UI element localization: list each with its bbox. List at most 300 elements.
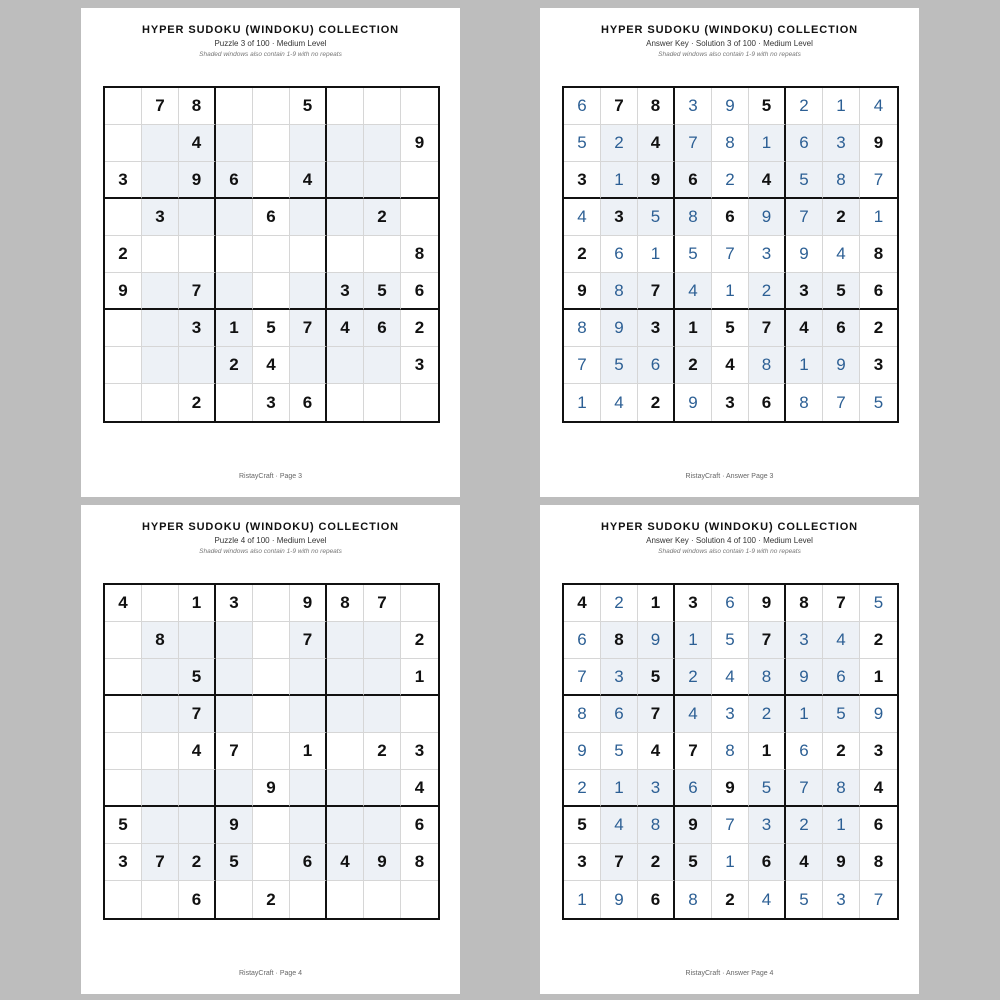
sudoku-cell: 6 xyxy=(290,384,327,421)
sudoku-cell: 7 xyxy=(142,88,179,125)
page-subtitle: Puzzle 3 of 100 · Medium Level xyxy=(214,39,327,48)
sudoku-cell: 5 xyxy=(749,770,786,807)
sudoku-cell xyxy=(253,807,290,844)
sudoku-cell xyxy=(253,622,290,659)
sudoku-cell: 9 xyxy=(638,162,675,199)
sudoku-cell xyxy=(327,199,364,236)
sudoku-cell xyxy=(253,125,290,162)
sudoku-cell xyxy=(364,347,401,384)
sudoku-cell: 9 xyxy=(860,696,897,733)
sudoku-cell xyxy=(216,88,253,125)
sudoku-cell: 6 xyxy=(712,199,749,236)
sudoku-cell: 3 xyxy=(638,770,675,807)
sudoku-cell: 2 xyxy=(638,844,675,881)
page-title: HYPER SUDOKU (WINDOKU) COLLECTION xyxy=(600,521,859,533)
sudoku-cell xyxy=(253,844,290,881)
sudoku-cell: 6 xyxy=(860,807,897,844)
sudoku-cell: 1 xyxy=(564,384,601,421)
sudoku-cell: 7 xyxy=(638,273,675,310)
sudoku-cell: 9 xyxy=(823,844,860,881)
sudoku-cell: 3 xyxy=(638,310,675,347)
sudoku-cell: 8 xyxy=(749,347,786,384)
sudoku-cell: 2 xyxy=(364,733,401,770)
sudoku-cell: 1 xyxy=(290,733,327,770)
sudoku-cell xyxy=(327,347,364,384)
sudoku-cell: 1 xyxy=(749,733,786,770)
sudoku-cell: 2 xyxy=(749,696,786,733)
sudoku-cell xyxy=(253,659,290,696)
page-note: Shaded windows also contain 1-9 with no repeats xyxy=(199,548,342,555)
sudoku-cell: 6 xyxy=(564,622,601,659)
sudoku-cell xyxy=(253,696,290,733)
sudoku-cell xyxy=(290,807,327,844)
sudoku-cell: 2 xyxy=(860,622,897,659)
sudoku-cell xyxy=(216,236,253,273)
puzzle-page-3 xyxy=(81,8,460,497)
sudoku-cell: 3 xyxy=(105,162,142,199)
sudoku-cell: 7 xyxy=(364,585,401,622)
sudoku-cell xyxy=(327,733,364,770)
sudoku-cell: 4 xyxy=(105,585,142,622)
sudoku-cell xyxy=(179,622,216,659)
sudoku-cell xyxy=(253,273,290,310)
sudoku-cell: 5 xyxy=(860,384,897,421)
sudoku-cell: 8 xyxy=(823,770,860,807)
sudoku-cell xyxy=(327,659,364,696)
sudoku-cell: 2 xyxy=(401,310,438,347)
sudoku-cell: 6 xyxy=(860,273,897,310)
answer-page-4 xyxy=(540,505,919,994)
sudoku-cell: 9 xyxy=(749,199,786,236)
sudoku-cell: 7 xyxy=(142,844,179,881)
sudoku-cell: 8 xyxy=(601,622,638,659)
sudoku-cell xyxy=(105,881,142,918)
sudoku-cell: 6 xyxy=(179,881,216,918)
sudoku-cell: 7 xyxy=(564,347,601,384)
sudoku-cell xyxy=(142,659,179,696)
sudoku-cell: 1 xyxy=(712,844,749,881)
sudoku-cell: 3 xyxy=(823,125,860,162)
sudoku-cell: 3 xyxy=(786,622,823,659)
sudoku-cell: 8 xyxy=(401,236,438,273)
sudoku-cell: 5 xyxy=(601,733,638,770)
sudoku-cell xyxy=(216,199,253,236)
sudoku-cell xyxy=(290,770,327,807)
sudoku-cell xyxy=(142,733,179,770)
sudoku-cell xyxy=(364,770,401,807)
sudoku-cell: 2 xyxy=(601,125,638,162)
sudoku-cell xyxy=(105,696,142,733)
sudoku-cell: 9 xyxy=(364,844,401,881)
sudoku-cell xyxy=(290,273,327,310)
sudoku-cell: 6 xyxy=(638,881,675,918)
sudoku-cell: 5 xyxy=(675,844,712,881)
sudoku-cell: 3 xyxy=(601,199,638,236)
sudoku-cell: 2 xyxy=(253,881,290,918)
sudoku-cell: 9 xyxy=(179,162,216,199)
sudoku-cell: 2 xyxy=(638,384,675,421)
sudoku-cell xyxy=(364,384,401,421)
sudoku-cell: 1 xyxy=(786,347,823,384)
sudoku-cell: 5 xyxy=(823,273,860,310)
sudoku-cell: 7 xyxy=(564,659,601,696)
sudoku-cell: 6 xyxy=(216,162,253,199)
sudoku-cell: 5 xyxy=(675,236,712,273)
sudoku-cell xyxy=(179,199,216,236)
sudoku-cell: 8 xyxy=(860,236,897,273)
sudoku-cell: 9 xyxy=(638,622,675,659)
sudoku-cell: 1 xyxy=(675,310,712,347)
page-subtitle: Answer Key · Solution 3 of 100 · Medium Level xyxy=(646,39,813,48)
sudoku-cell xyxy=(105,347,142,384)
sudoku-cell xyxy=(105,770,142,807)
sudoku-cell: 4 xyxy=(564,199,601,236)
sudoku-cell: 3 xyxy=(253,384,290,421)
sudoku-cell: 8 xyxy=(401,844,438,881)
sudoku-cell: 1 xyxy=(860,199,897,236)
sudoku-cell: 3 xyxy=(179,310,216,347)
sudoku-cell: 2 xyxy=(712,162,749,199)
sudoku-cell: 5 xyxy=(786,162,823,199)
sudoku-cell: 7 xyxy=(860,881,897,918)
sudoku-cell: 3 xyxy=(860,733,897,770)
page-footer: RistayCraft · Page 3 xyxy=(238,473,303,480)
sudoku-cell: 8 xyxy=(749,659,786,696)
sudoku-cell: 5 xyxy=(253,310,290,347)
sudoku-cell: 2 xyxy=(823,199,860,236)
sudoku-cell xyxy=(327,88,364,125)
sudoku-cell: 5 xyxy=(638,199,675,236)
page-footer: RistayCraft · Answer Page 4 xyxy=(685,970,774,977)
sudoku-cell xyxy=(142,162,179,199)
sudoku-cell xyxy=(105,125,142,162)
sudoku-cell: 5 xyxy=(823,696,860,733)
sudoku-cell: 9 xyxy=(712,770,749,807)
sudoku-cell xyxy=(105,199,142,236)
sudoku-cell: 1 xyxy=(638,236,675,273)
sudoku-cell xyxy=(327,384,364,421)
sudoku-cell: 9 xyxy=(675,807,712,844)
sudoku-cell: 5 xyxy=(712,622,749,659)
sudoku-cell: 1 xyxy=(601,162,638,199)
sudoku-cell: 7 xyxy=(675,733,712,770)
sudoku-cell xyxy=(253,88,290,125)
sudoku-cell: 4 xyxy=(749,881,786,918)
sudoku-cell xyxy=(142,881,179,918)
sudoku-cell: 4 xyxy=(712,347,749,384)
sudoku-cell: 4 xyxy=(823,622,860,659)
sudoku-cell xyxy=(253,733,290,770)
sudoku-cell: 8 xyxy=(564,696,601,733)
sudoku-cell: 2 xyxy=(675,347,712,384)
sudoku-cell xyxy=(401,585,438,622)
sudoku-cell xyxy=(105,310,142,347)
sudoku-cell: 4 xyxy=(638,733,675,770)
sudoku-cell: 5 xyxy=(290,88,327,125)
sudoku-cell: 8 xyxy=(564,310,601,347)
sudoku-cell xyxy=(142,310,179,347)
sudoku-cell xyxy=(253,162,290,199)
sudoku-cell xyxy=(327,162,364,199)
sudoku-cell xyxy=(216,125,253,162)
sudoku-cell: 9 xyxy=(401,125,438,162)
sudoku-cell: 3 xyxy=(401,733,438,770)
sudoku-cell: 8 xyxy=(675,199,712,236)
sudoku-cell: 1 xyxy=(675,622,712,659)
sudoku-cell: 6 xyxy=(823,310,860,347)
sudoku-cell: 5 xyxy=(638,659,675,696)
sudoku-cell: 2 xyxy=(860,310,897,347)
sudoku-cell xyxy=(216,881,253,918)
sudoku-cell: 3 xyxy=(749,236,786,273)
sudoku-cell: 9 xyxy=(786,236,823,273)
sudoku-cell xyxy=(142,384,179,421)
sudoku-cell xyxy=(142,236,179,273)
sudoku-cell: 6 xyxy=(253,199,290,236)
sudoku-cell: 8 xyxy=(638,88,675,125)
sudoku-cell: 1 xyxy=(401,659,438,696)
sudoku-cell: 4 xyxy=(327,310,364,347)
sudoku-cell: 4 xyxy=(675,273,712,310)
sudoku-cell xyxy=(179,770,216,807)
sudoku-cell xyxy=(401,199,438,236)
sudoku-cell: 3 xyxy=(860,347,897,384)
sudoku-cell: 6 xyxy=(364,310,401,347)
sudoku-cell xyxy=(327,125,364,162)
sudoku-cell: 3 xyxy=(675,88,712,125)
sudoku-cell xyxy=(290,696,327,733)
sudoku-cell: 8 xyxy=(327,585,364,622)
page-title: HYPER SUDOKU (WINDOKU) COLLECTION xyxy=(141,521,400,533)
sudoku-cell: 8 xyxy=(638,807,675,844)
sudoku-cell: 7 xyxy=(749,310,786,347)
sudoku-cell xyxy=(327,881,364,918)
sudoku-cell: 1 xyxy=(786,696,823,733)
sudoku-cell: 2 xyxy=(786,807,823,844)
sudoku-cell: 7 xyxy=(290,622,327,659)
sudoku-cell: 7 xyxy=(675,125,712,162)
sudoku-cell xyxy=(364,125,401,162)
page-note: Shaded windows also contain 1-9 with no repeats xyxy=(658,548,801,555)
sudoku-cell: 4 xyxy=(675,696,712,733)
sudoku-cell: 6 xyxy=(749,844,786,881)
sudoku-cell xyxy=(401,162,438,199)
sudoku-cell: 6 xyxy=(675,770,712,807)
sudoku-cell: 4 xyxy=(401,770,438,807)
sudoku-cell: 5 xyxy=(364,273,401,310)
sudoku-cell: 9 xyxy=(786,659,823,696)
sudoku-cell xyxy=(253,236,290,273)
sudoku-cell xyxy=(105,733,142,770)
sudoku-cell: 2 xyxy=(105,236,142,273)
sudoku-cell: 5 xyxy=(786,881,823,918)
sudoku-cell xyxy=(142,696,179,733)
sudoku-cell xyxy=(290,347,327,384)
sudoku-cell: 2 xyxy=(179,844,216,881)
sudoku-cell: 3 xyxy=(327,273,364,310)
sudoku-cell xyxy=(364,659,401,696)
sudoku-cell: 4 xyxy=(253,347,290,384)
sudoku-cell: 4 xyxy=(564,585,601,622)
sudoku-cell: 7 xyxy=(712,236,749,273)
sudoku-cell: 1 xyxy=(638,585,675,622)
sudoku-cell: 6 xyxy=(749,384,786,421)
sudoku-cell xyxy=(142,273,179,310)
sudoku-cell: 1 xyxy=(564,881,601,918)
sudoku-cell: 8 xyxy=(786,585,823,622)
sudoku-cell: 2 xyxy=(179,384,216,421)
sudoku-cell: 3 xyxy=(675,585,712,622)
sudoku-cell: 5 xyxy=(601,347,638,384)
sudoku-cell xyxy=(327,622,364,659)
sudoku-cell xyxy=(290,199,327,236)
sudoku-cell: 5 xyxy=(105,807,142,844)
page-note: Shaded windows also contain 1-9 with no repeats xyxy=(658,51,801,58)
sudoku-cell: 3 xyxy=(823,881,860,918)
sudoku-cell: 6 xyxy=(823,659,860,696)
sudoku-cell: 1 xyxy=(823,88,860,125)
sudoku-cell: 6 xyxy=(401,807,438,844)
page-subtitle: Puzzle 4 of 100 · Medium Level xyxy=(214,536,327,545)
sudoku-cell xyxy=(364,88,401,125)
sudoku-cell xyxy=(401,384,438,421)
sudoku-cell: 4 xyxy=(290,162,327,199)
sudoku-cell xyxy=(327,236,364,273)
sudoku-cell: 6 xyxy=(638,347,675,384)
sudoku-cell xyxy=(290,236,327,273)
sudoku-cell: 2 xyxy=(675,659,712,696)
sudoku-cell: 9 xyxy=(290,585,327,622)
sudoku-cell: 4 xyxy=(179,733,216,770)
sudoku-cell xyxy=(327,770,364,807)
answer-page-3 xyxy=(540,8,919,497)
sudoku-cell xyxy=(364,162,401,199)
sudoku-cell xyxy=(179,236,216,273)
sudoku-cell: 1 xyxy=(601,770,638,807)
sudoku-cell xyxy=(142,125,179,162)
sudoku-cell: 8 xyxy=(860,844,897,881)
sudoku-cell: 2 xyxy=(564,236,601,273)
sudoku-cell xyxy=(364,236,401,273)
sudoku-cell: 4 xyxy=(712,659,749,696)
sudoku-cell xyxy=(327,807,364,844)
sudoku-cell: 6 xyxy=(786,125,823,162)
sudoku-cell: 2 xyxy=(601,585,638,622)
sudoku-cell: 4 xyxy=(601,807,638,844)
sudoku-cell xyxy=(179,807,216,844)
sudoku-cell: 9 xyxy=(601,310,638,347)
sudoku-cell: 6 xyxy=(601,236,638,273)
sudoku-cell: 7 xyxy=(749,622,786,659)
sudoku-cell xyxy=(142,347,179,384)
sudoku-cell: 3 xyxy=(401,347,438,384)
sudoku-cell: 2 xyxy=(786,88,823,125)
sudoku-cell: 7 xyxy=(216,733,253,770)
sudoku-cell: 2 xyxy=(823,733,860,770)
sudoku-cell: 6 xyxy=(401,273,438,310)
sudoku-cell: 7 xyxy=(712,807,749,844)
sudoku-cell: 4 xyxy=(786,844,823,881)
sudoku-cell: 8 xyxy=(179,88,216,125)
sudoku-cell xyxy=(327,696,364,733)
sudoku-cell xyxy=(253,585,290,622)
sudoku-cell: 8 xyxy=(712,733,749,770)
sudoku-cell: 7 xyxy=(823,585,860,622)
sudoku-cell: 3 xyxy=(712,384,749,421)
sudoku-cell xyxy=(105,88,142,125)
sudoku-cell: 4 xyxy=(327,844,364,881)
sudoku-cell: 8 xyxy=(142,622,179,659)
sudoku-cell: 3 xyxy=(142,199,179,236)
sudoku-cell: 2 xyxy=(564,770,601,807)
sudoku-grid xyxy=(103,86,440,423)
sudoku-cell: 7 xyxy=(179,696,216,733)
sudoku-cell: 5 xyxy=(564,807,601,844)
sudoku-cell xyxy=(401,88,438,125)
sudoku-cell: 1 xyxy=(216,310,253,347)
sudoku-cell: 5 xyxy=(749,88,786,125)
page-footer: RistayCraft · Page 4 xyxy=(238,970,303,977)
sudoku-cell: 3 xyxy=(601,659,638,696)
sudoku-cell: 2 xyxy=(216,347,253,384)
sudoku-cell: 4 xyxy=(860,88,897,125)
sudoku-cell: 9 xyxy=(712,88,749,125)
sudoku-cell xyxy=(364,807,401,844)
sudoku-cell: 9 xyxy=(675,384,712,421)
sudoku-cell: 6 xyxy=(675,162,712,199)
page-title: HYPER SUDOKU (WINDOKU) COLLECTION xyxy=(600,24,859,36)
sudoku-cell: 7 xyxy=(786,199,823,236)
puzzle-page-4 xyxy=(81,505,460,994)
sudoku-cell: 5 xyxy=(216,844,253,881)
sudoku-cell: 8 xyxy=(601,273,638,310)
sudoku-cell: 7 xyxy=(860,162,897,199)
sudoku-cell: 7 xyxy=(179,273,216,310)
sudoku-cell: 9 xyxy=(216,807,253,844)
sudoku-cell: 6 xyxy=(601,696,638,733)
sudoku-cell xyxy=(290,881,327,918)
sudoku-cell xyxy=(179,347,216,384)
sudoku-cell: 2 xyxy=(712,881,749,918)
sudoku-cell xyxy=(105,659,142,696)
sudoku-grid xyxy=(562,86,899,423)
sudoku-cell: 3 xyxy=(786,273,823,310)
sudoku-cell: 9 xyxy=(564,273,601,310)
sudoku-cell: 7 xyxy=(786,770,823,807)
sudoku-cell xyxy=(216,273,253,310)
sudoku-cell xyxy=(142,807,179,844)
sudoku-cell: 4 xyxy=(860,770,897,807)
sudoku-cell: 4 xyxy=(601,384,638,421)
sudoku-cell: 1 xyxy=(823,807,860,844)
sudoku-cell: 4 xyxy=(786,310,823,347)
sudoku-cell: 8 xyxy=(823,162,860,199)
sudoku-cell xyxy=(216,659,253,696)
sudoku-cell: 9 xyxy=(253,770,290,807)
sudoku-cell: 8 xyxy=(675,881,712,918)
sudoku-cell: 2 xyxy=(364,199,401,236)
sudoku-cell: 1 xyxy=(749,125,786,162)
sudoku-cell xyxy=(401,696,438,733)
sudoku-cell xyxy=(142,585,179,622)
sudoku-cell xyxy=(142,770,179,807)
sudoku-cell xyxy=(105,622,142,659)
sudoku-cell: 6 xyxy=(564,88,601,125)
sudoku-cell xyxy=(290,659,327,696)
sudoku-cell: 8 xyxy=(712,125,749,162)
sudoku-cell xyxy=(290,125,327,162)
sudoku-cell: 9 xyxy=(860,125,897,162)
